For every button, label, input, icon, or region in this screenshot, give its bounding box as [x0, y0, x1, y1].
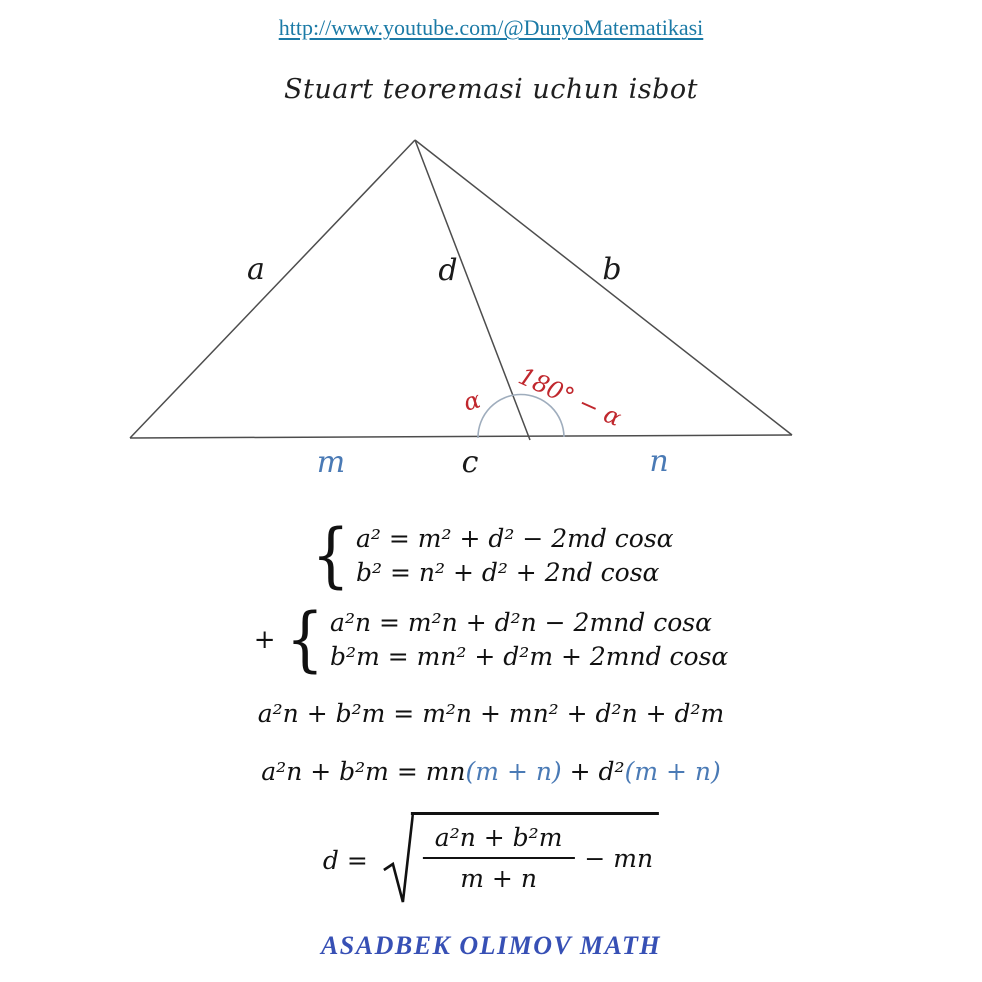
triangle-base-line [130, 435, 792, 438]
equation-factored-black-1: a²n + b²m = mn [261, 757, 466, 786]
youtube-channel-link[interactable]: http://www.youtube.com/@DunyoMatematikasi [278, 15, 704, 40]
footer-brand: ASADBEK OLIMOV MATH [320, 931, 662, 960]
system1-row-2: b² = n² + d² + 2nd cosα [356, 558, 660, 587]
system1-row-1: a² = m² + d² − 2md cosα [356, 524, 674, 553]
fraction [423, 823, 575, 893]
label-base-c: c [461, 445, 479, 480]
equation-factored [261, 757, 720, 786]
label-segment-m: m [316, 445, 346, 480]
label-side-a: a [247, 252, 265, 287]
radicand [411, 812, 659, 893]
fraction-denominator: m + n [460, 864, 537, 893]
radical-sign-icon [382, 812, 414, 908]
system1-rows [356, 522, 674, 590]
equation-sum: a²n + b²m = m²n + mn² + d²n + d²m [257, 699, 725, 728]
system2-row-1: a²n = m²n + d²n − 2mnd cosα [330, 608, 712, 637]
label-angle-supplement: 180° − α [514, 361, 626, 433]
system2-rows [330, 606, 728, 674]
system2-plus-sign: + [253, 625, 276, 655]
result-lhs: d = [322, 845, 368, 875]
equation-system-2 [253, 598, 729, 681]
label-side-b: b [602, 252, 622, 287]
equation-result [323, 812, 659, 908]
system2-row-2: b²m = mn² + d²m + 2mnd cosα [330, 642, 729, 671]
label-segment-n: n [649, 444, 669, 479]
equation-factored-blue-1: (m + n) [465, 757, 562, 786]
equation-factored-blue-2: (m + n) [624, 757, 721, 786]
page-title: Stuart teoremasi uchun isbot [283, 74, 699, 105]
label-angle-alpha: α [460, 385, 484, 417]
label-cevian-d: d [438, 253, 458, 288]
radical-expression [382, 812, 659, 908]
fraction-numerator: a²n + b²m [423, 823, 575, 859]
triangle-side-a-line [130, 140, 415, 438]
system2-brace: { [285, 598, 324, 681]
system1-brace: { [311, 514, 350, 597]
equation-factored-black-2: + d² [561, 757, 625, 786]
equation-system-1 [308, 514, 674, 597]
result-tail: − mn [584, 843, 654, 873]
